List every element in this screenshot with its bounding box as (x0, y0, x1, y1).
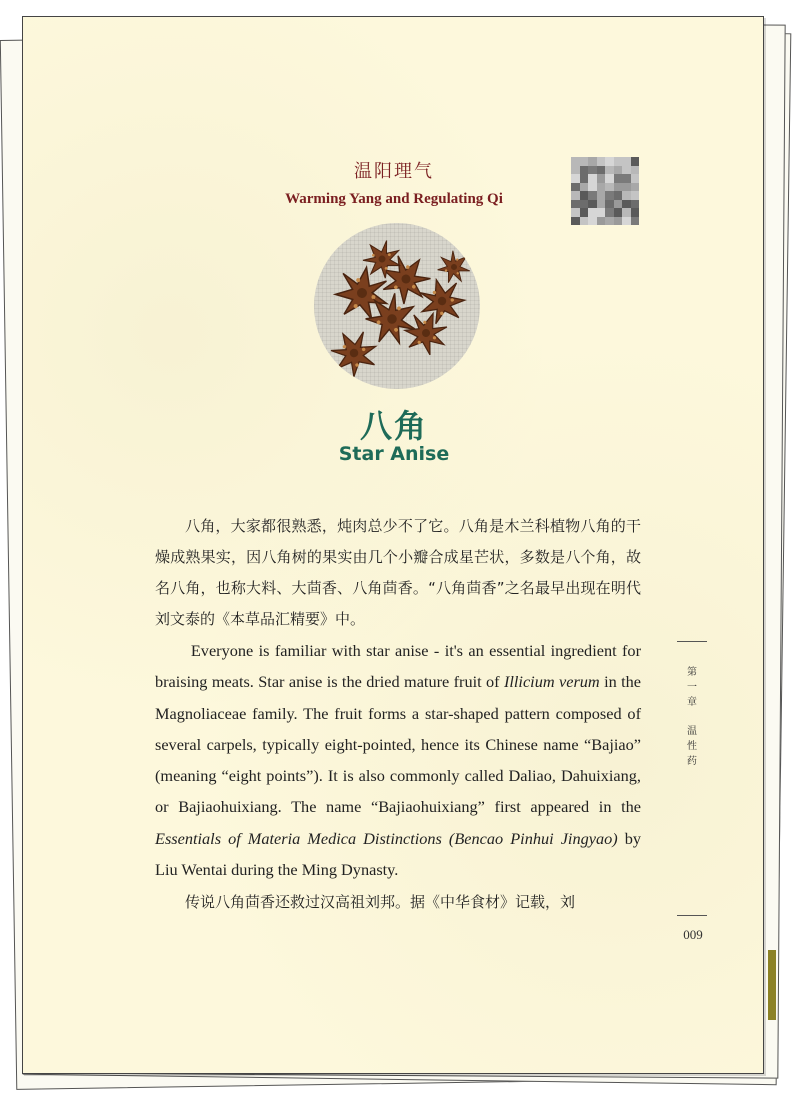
qr-pixel (580, 191, 589, 200)
qr-pixel (571, 166, 580, 175)
qr-pixel (588, 166, 597, 175)
paragraph-en (155, 635, 641, 885)
qr-pixel (622, 191, 631, 200)
qr-pixel (631, 208, 640, 217)
qr-pixel (588, 157, 597, 166)
category-title-cn: 温阳理气 (354, 161, 434, 182)
qr-pixel (614, 191, 623, 200)
side-divider (677, 915, 707, 916)
qr-pixel (571, 183, 580, 192)
star-anise-illustration (314, 223, 480, 389)
qr-pixel (614, 183, 623, 192)
qr-pixel (571, 217, 580, 226)
qr-pixel (580, 166, 589, 175)
qr-pixel (580, 208, 589, 217)
qr-pixel (631, 217, 640, 226)
qr-pixel (580, 183, 589, 192)
qr-pixel (588, 174, 597, 183)
qr-pixel (614, 157, 623, 166)
book-title: Essentials of Materia Medica Distinctions (Bencao Pinhui Jingyao) (155, 828, 618, 848)
latin-name: Illicium verum (503, 672, 600, 692)
qr-pixel (597, 191, 606, 200)
section-char: 药 (687, 756, 697, 767)
qr-pixel (605, 157, 614, 166)
qr-pixel (605, 217, 614, 226)
qr-pixel (597, 200, 606, 209)
side-divider (677, 641, 707, 642)
qr-pixel (614, 208, 623, 217)
paragraph-cn-1: 八角，大家都很熟悉，炖肉总少不了它。八角是木兰科植物八角的干燥成熟果实，因八角树的果实由几个小瓣合成星芒状，多数是八个角，故名八角，也称大料、大茴香、八角茴香。“八角茴香”之名最早出现在明代刘文泰的《本草品汇精要》中。 (155, 517, 641, 628)
qr-pixel (605, 183, 614, 192)
qr-pixel (622, 174, 631, 183)
qr-pixel (588, 217, 597, 226)
qr-pixel (631, 174, 640, 183)
book-page (22, 16, 764, 1074)
qr-pixel (631, 183, 640, 192)
qr-pixel (605, 208, 614, 217)
qr-pixel (597, 217, 606, 226)
text-run: by Liu Wentai during the Ming Dynasty. (155, 828, 641, 880)
qr-pixel (622, 157, 631, 166)
chapter-char: 章 (687, 697, 697, 708)
section-char: 温 (687, 726, 697, 737)
qr-pixel (631, 166, 640, 175)
qr-pixel (580, 200, 589, 209)
paragraph-cn-2: 传说八角茴香还救过汉高祖刘邦。据《中华食材》记载，刘 (185, 893, 576, 912)
qr-pixel (580, 217, 589, 226)
qr-pixel (597, 166, 606, 175)
qr-pixel (631, 200, 640, 209)
text-run: in the Magnoliaceae family. The fruit forms a star-shaped pattern composed of several carpels, typically eight-pointed, hence its Chinese name “Bajiao” (meaning “eight points”). It is also commonly called Daliao, Dahuixiang, or Bajiaohuixiang. The name “Bajiaohuixiang” first appeared in the (155, 672, 641, 817)
qr-pixel (571, 191, 580, 200)
qr-pixel (588, 200, 597, 209)
qr-pixel (614, 174, 623, 183)
qr-pixel (597, 208, 606, 217)
qr-pixel (622, 200, 631, 209)
qr-pixel (571, 208, 580, 217)
qr-pixel (571, 157, 580, 166)
qr-pixel (631, 191, 640, 200)
qr-pixel (588, 183, 597, 192)
qr-code-icon[interactable] (571, 157, 639, 225)
qr-pixel (622, 217, 631, 226)
qr-pixel (622, 208, 631, 217)
page-number: 009 (683, 927, 703, 942)
book-cover-edge (768, 950, 776, 1020)
entry-title-en: Star Anise (338, 443, 450, 465)
qr-pixel (605, 200, 614, 209)
qr-pixel (614, 166, 623, 175)
qr-pixel (597, 157, 606, 166)
text-run: Everyone is familiar with star anise - it's an essential ingredient for braising meats. Star anise is the dried mature fruit of (155, 641, 641, 692)
chapter-char: 一 (687, 682, 697, 693)
qr-pixel (597, 183, 606, 192)
section-char: 性 (687, 741, 697, 752)
qr-pixel (588, 191, 597, 200)
chapter-marker (685, 665, 699, 769)
qr-pixel (614, 200, 623, 209)
qr-pixel (580, 174, 589, 183)
qr-pixel (622, 183, 631, 192)
qr-pixel (580, 157, 589, 166)
body-text (155, 511, 641, 918)
qr-pixel (631, 157, 640, 166)
qr-pixel (622, 166, 631, 175)
qr-pixel (571, 174, 580, 183)
qr-pixel (605, 166, 614, 175)
qr-pixel (571, 200, 580, 209)
qr-pixel (605, 174, 614, 183)
star-anise-photo (314, 223, 480, 389)
category-title-en: Warming Yang and Regulating Qi (285, 191, 503, 207)
qr-pixel (588, 208, 597, 217)
qr-pixel (605, 191, 614, 200)
chapter-char: 第 (687, 667, 697, 678)
qr-pixel (614, 217, 623, 226)
entry-title-cn: 八角 (359, 407, 428, 445)
qr-pixel (597, 174, 606, 183)
